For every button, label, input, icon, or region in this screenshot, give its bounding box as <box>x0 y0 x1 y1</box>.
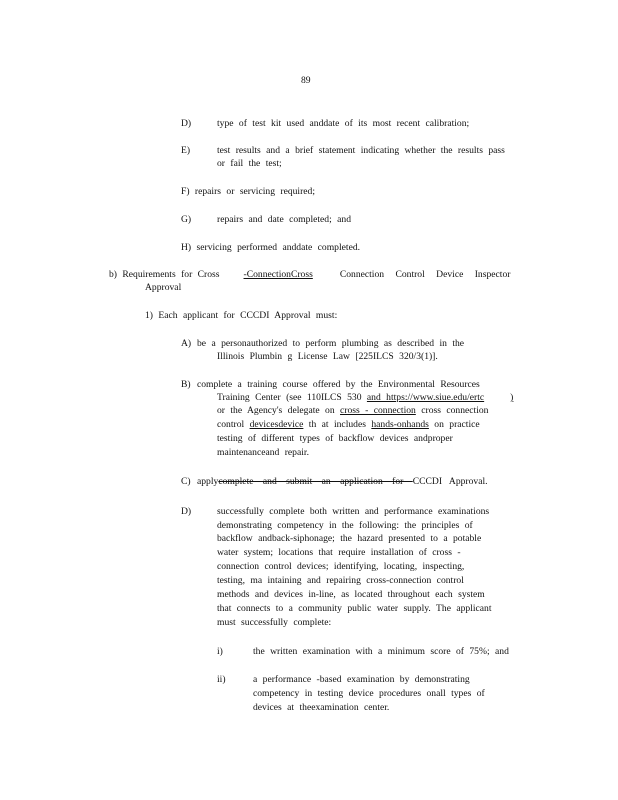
item-b-line3-inserted: cross - connection <box>340 405 416 416</box>
item-d2-line: backflow andback-siphonage; the hazard presented to a potable <box>217 533 482 544</box>
item-d2-label: D) <box>181 506 192 517</box>
page-number: 89 <box>301 75 311 86</box>
item-d2-line: demonstrating competency in the following: the principles of <box>217 520 473 531</box>
item-e-line2: or fail the test; <box>217 158 282 169</box>
item-h-text: H) servicing performed anddate completed. <box>181 242 361 253</box>
item-b-line4-c: on practice <box>428 419 480 430</box>
item-c-b: CCCDI Approval. <box>412 476 488 487</box>
section-b-lead: b) Requirements for Cross <box>109 269 220 280</box>
item-d2-line: testing, ma intaining and repairing cross-connection control <box>217 575 464 586</box>
item-d2-line: must successfully complete: <box>217 617 332 628</box>
item-c-label: C) <box>181 476 191 487</box>
sub-ii-line: a performance -based examination by demonstrating <box>253 674 470 685</box>
item-f-text: F) repairs or servicing required; <box>181 186 316 197</box>
item-b-line6: maintenanceand repair. <box>217 447 309 458</box>
item-g-text: repairs and date completed; and <box>217 214 352 225</box>
item-b-link[interactable]: and https://www.siue.edu/ertc <box>366 392 485 403</box>
sub-i-text: the written examination with a minimum score of 75%; and <box>253 646 509 657</box>
item-c-strikethrough: complete and submit an application for <box>218 476 413 487</box>
item-c-text <box>197 475 488 489</box>
item-b-line3-a: or the Agency's delegate on <box>217 405 335 416</box>
item-b-line4-inserted: devicesdevice <box>249 419 304 430</box>
section-b-heading <box>109 268 510 282</box>
item-e-line1: test results and a brief statement indicating whether the results pass <box>217 145 505 156</box>
item-a-label: A) <box>181 338 192 349</box>
item-d2-line: successfully complete both written and performance examinations <box>217 506 490 517</box>
sub-i-label: i) <box>217 646 223 657</box>
item-d2-line: water system; locations that require installation of cross - <box>217 547 461 558</box>
item-b-line3 <box>217 404 488 418</box>
sub-ii-label: ii) <box>217 674 226 685</box>
item-e-label: E) <box>181 145 191 156</box>
item-b-line4-b: th at includes <box>303 419 372 430</box>
item-d2-line: methods and devices in-line, as located throughout each system <box>217 589 485 600</box>
item-d2-line: that connects to a community public water supply. The applicant <box>217 603 492 614</box>
item-a-line2: Illinois Plumbin g License Law [225ILCS 320/3(1)]. <box>217 351 438 362</box>
section-b-line2: Approval <box>145 282 182 293</box>
item-b-line3-b: cross connection <box>415 405 489 416</box>
item-d2-line: connection control devices; identifying, locating, inspecting, <box>217 561 465 572</box>
item-d-text: type of test kit used anddate of its most recent calibration; <box>217 118 470 129</box>
section-b-rest: Connection Control Device Inspector <box>339 269 511 280</box>
item-b-line4 <box>217 418 480 432</box>
item-g-label: G) <box>181 214 192 225</box>
item-b-line4-inserted2: hands-onhands <box>371 419 429 430</box>
item-b-line1: complete a training course offered by the Environmental Resources <box>197 379 480 390</box>
item-b-line2 <box>217 391 513 405</box>
item-b-label: B) <box>181 379 191 390</box>
item-b-line2-text: Training Center (see 110ILCS 530 <box>217 392 367 403</box>
item-b-line4-a: control <box>217 419 250 430</box>
item-b-line5: testing of different types of backflow devices andproper <box>217 433 453 444</box>
item-d-label: D) <box>181 118 192 129</box>
section-b-inserted-text: -ConnectionCross <box>243 269 313 280</box>
sub-ii-line: devices at theexamination center. <box>253 702 390 713</box>
item-c-a: apply <box>197 476 219 487</box>
item-1-text: 1) Each applicant for CCCDI Approval must: <box>145 310 338 321</box>
item-a-line1: be a personauthorized to perform plumbing as described in the <box>197 338 465 349</box>
sub-ii-line: competency in testing device procedures onall types of <box>253 688 485 699</box>
item-b-close-paren: ) <box>510 392 514 403</box>
